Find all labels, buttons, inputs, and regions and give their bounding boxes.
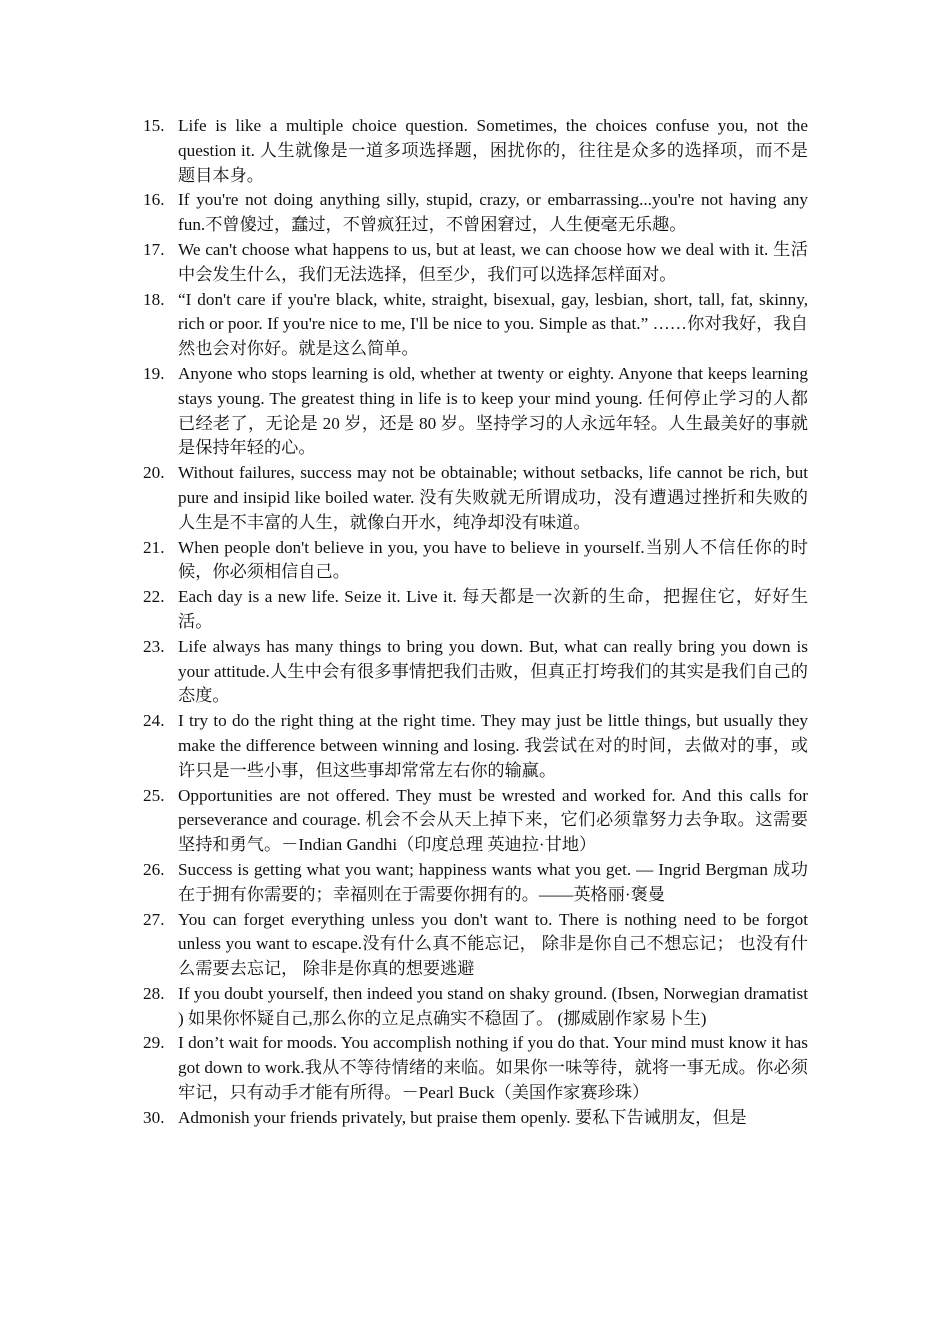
list-item xyxy=(140,536,808,586)
item-text: If you doubt yourself, then indeed you stand on shaky ground. (Ibsen, Norwegian dramatist ) 如果你怀疑自己,那么你的立足点确实不稳固了。 (挪威剧作家易卜生) xyxy=(178,983,808,1028)
item-number: 16. xyxy=(143,190,165,210)
list-item xyxy=(140,858,808,908)
list-item xyxy=(140,238,808,288)
list-item xyxy=(140,461,808,535)
list-item xyxy=(140,709,808,783)
item-text: Success is getting what you want; happiness wants what you get. — Ingrid Bergman 成功在于拥有你需要的；幸福则在于需要你拥有的。——英格丽·褒曼 xyxy=(178,859,808,904)
list-item xyxy=(140,362,808,461)
item-text: Admonish your friends privately, but praise them openly. 要私下告诫朋友，但是 xyxy=(178,1107,747,1127)
list-item xyxy=(140,1031,808,1105)
item-text: I try to do the right thing at the right time. They may just be little things, but usually they make the difference between winning and losing. 我尝试在对的时间，去做对的事，或许只是一些小事，但这些事却常常左右你的输赢。 xyxy=(178,711,808,780)
list-item xyxy=(140,288,808,362)
item-text: Each day is a new life. Seize it. Live it. 每天都是一次新的生命，把握住它，好好生活。 xyxy=(178,587,808,631)
list-item xyxy=(140,784,808,858)
item-number: 21. xyxy=(143,537,165,557)
item-number: 27. xyxy=(143,909,165,929)
item-text: “I don't care if you're black, white, straight, bisexual, gay, lesbian, short, tall, fat, skinny, rich or poor. If you're nice to me, I'll be nice to you. Simple as that.” ……你对我好，我自然也会对你好。就是这么简单。 xyxy=(178,289,808,359)
item-number: 19. xyxy=(143,363,165,383)
item-text: We can't choose what happens to us, but at least, we can choose how we deal with it. 生活中会发生什么，我们无法选择，但至少，我们可以选择怎样面对。 xyxy=(178,239,808,284)
item-number: 29. xyxy=(143,1033,165,1053)
item-text: If you're not doing anything silly, stupid, crazy, or embarrassing...you're not having any fun.不曾傻过，蠢过，不曾疯狂过，不曾困窘过，人生便毫无乐趣。 xyxy=(178,190,808,235)
item-number: 24. xyxy=(143,711,165,731)
list-item xyxy=(140,1106,808,1131)
item-text: When people don't believe in you, you have to believe in yourself.当别人不信任你的时候，你必须相信自己。 xyxy=(178,537,808,582)
quote-list xyxy=(140,114,808,1131)
list-item xyxy=(140,908,808,982)
item-text: You can forget everything unless you don't want to. There is nothing need to be forgot unless you want to escape.没有什么真不能忘记， 除非是你自己不想忘记； 也没有什么需要去忘记， 除非是你真的想要逃避 xyxy=(178,909,808,979)
list-item xyxy=(140,114,808,188)
list-item xyxy=(140,188,808,238)
item-text: Anyone who stops learning is old, whether at twenty or eighty. Anyone that keeps learning stays young. The greatest thing in life is to keep your mind young. 任何停止学习的人都已经老了，无论是 20 岁，还是 80 岁。坚持学习的人永远年轻。人生最美好的事就是保持年轻的心。 xyxy=(178,363,808,458)
item-number: 26. xyxy=(143,859,165,879)
item-number: 28. xyxy=(143,983,165,1003)
item-number: 22. xyxy=(143,587,165,607)
item-number: 17. xyxy=(143,239,165,259)
item-number: 18. xyxy=(143,289,165,309)
item-text: I don’t wait for moods. You accomplish nothing if you do that. Your mind must know it has got down to work.我从不等待情绪的来临。如果你一味等待，就将一事无成。你必须牢记，只有动手才能有所得。－Pearl Buck（美国作家赛珍珠） xyxy=(178,1033,808,1103)
item-text: Life always has many things to bring you down. But, what can really bring you down is your attitude.人生中会有很多事情把我们击败，但真正打垮我们的其实是我们自己的态度。 xyxy=(178,636,808,706)
item-number: 20. xyxy=(143,463,165,483)
item-number: 30. xyxy=(143,1107,165,1127)
item-text: Life is like a multiple choice question. Sometimes, the choices confuse you, not the question it. 人生就像是一道多项选择题，困扰你的，往往是众多的选择项，而不是题目本身。 xyxy=(178,116,808,185)
list-item xyxy=(140,635,808,709)
item-text: Opportunities are not offered. They must be wrested and worked for. And this calls for perseverance and courage. 机会不会从天上掉下来，它们必须靠努力去争取。这需要坚持和勇气。－Indian Gandhi（印度总理 英迪拉·甘地） xyxy=(178,785,808,855)
list-item xyxy=(140,585,808,635)
item-number: 15. xyxy=(143,116,165,135)
item-number: 25. xyxy=(143,785,165,805)
item-number: 23. xyxy=(143,636,165,656)
list-item xyxy=(140,982,808,1032)
item-text: Without failures, success may not be obtainable; without setbacks, life cannot be rich, but pure and insipid like boiled water. 没有失败就无所谓成功，没有遭遇过挫折和失败的人生是不丰富的人生，就像白开水，纯净却没有味道。 xyxy=(178,463,808,532)
